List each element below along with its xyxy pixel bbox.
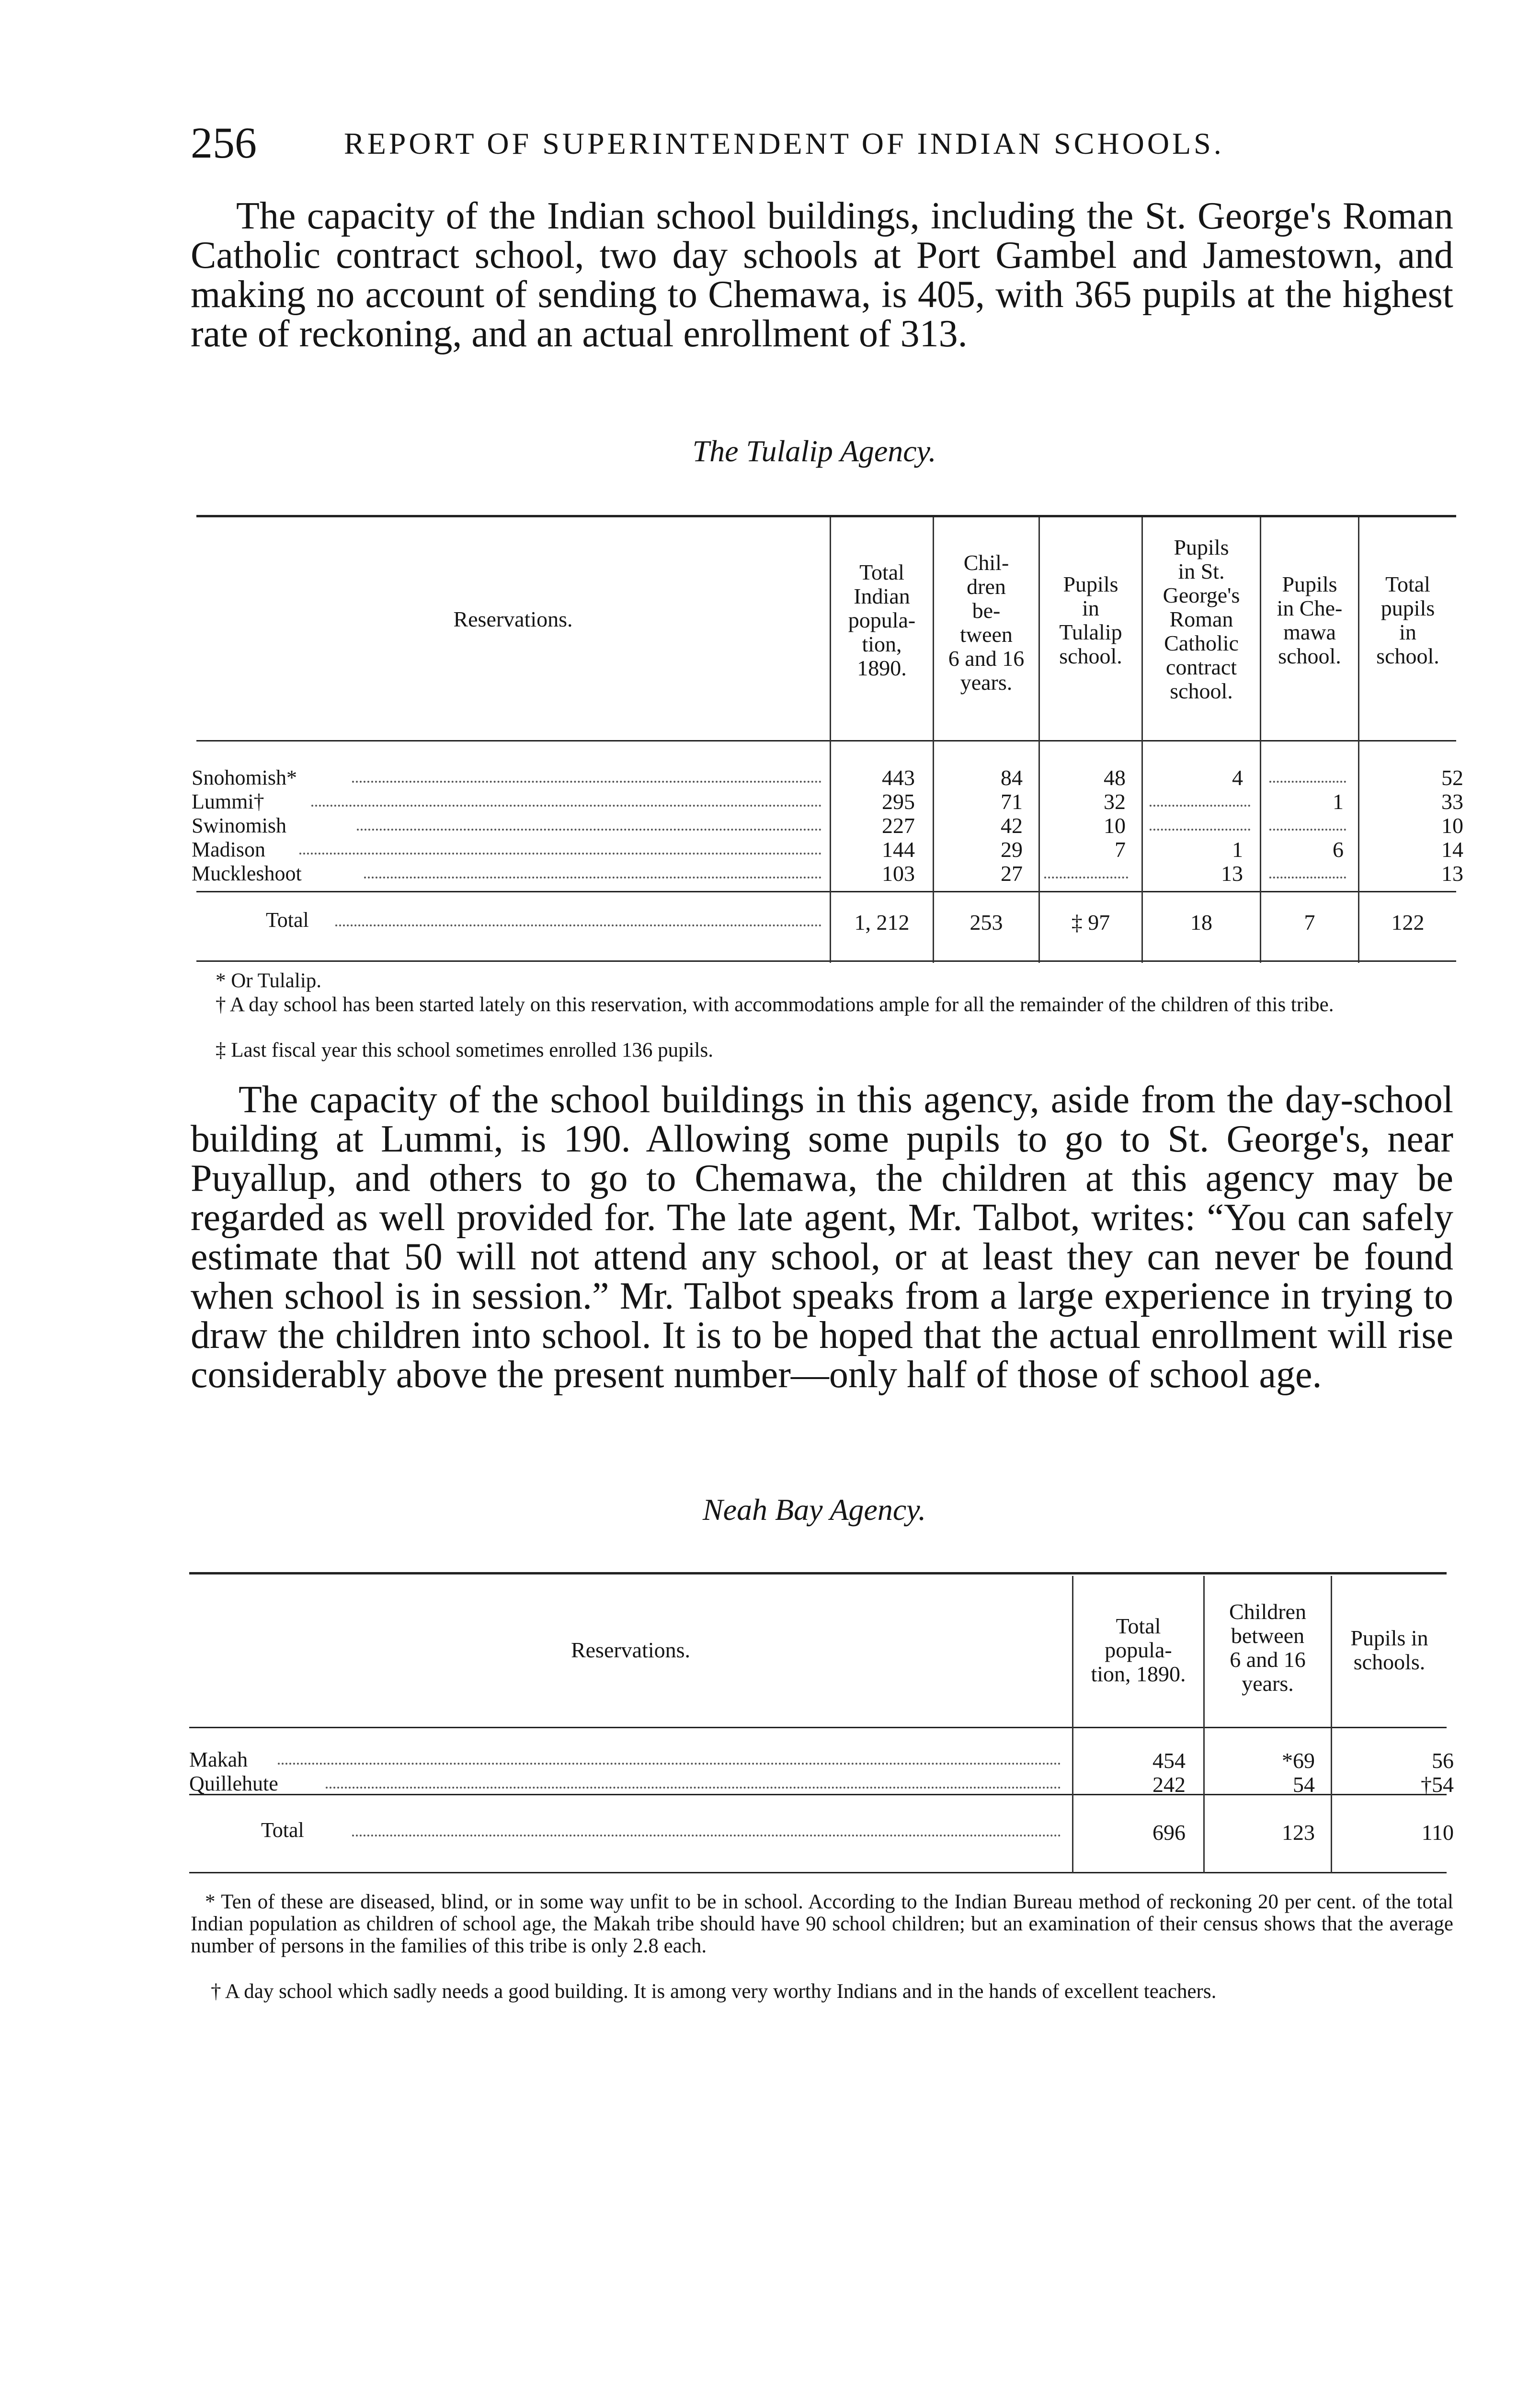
col-header-line: Reservations. [453,607,573,631]
cell-st-georges: 13 [1221,861,1243,886]
col-header-line: 6 and 16 [1230,1647,1306,1672]
cell-population: 144 [882,837,915,862]
cell-children: 54 [1293,1772,1315,1797]
col-header-line: in [1399,620,1416,644]
cell-total: 13 [1441,861,1463,886]
empty-cell-dots [1150,805,1250,807]
intro-paragraph: The capacity of the Indian school buildings, including the St. George's Roman Catholic contract school, two day schools at Port Gambel and Jamestown, and making no account of sending to Chemawa, is 405, with 365 pupils at the highest rate of reckoning, and an actual enrollment of 313. [191,195,1453,355]
empty-cell-dots [1150,829,1250,831]
cell-children: 71 [1001,789,1023,814]
row-label: Snohomish* [192,766,297,789]
cell-population: 443 [882,765,915,790]
cell-children: 27 [1001,861,1023,886]
footnote: † A day school has been started lately on this reservation, with accommodations ample for all the remainder of the children of this tribe. [216,993,1334,1016]
row-label: Makah [189,1748,248,1771]
table-top-rule [196,515,1456,517]
col-header-line: George's [1163,583,1240,607]
col-header-line: in St. [1178,559,1225,583]
col-header-line: schools. [1353,1650,1426,1674]
col-header-line: school. [1059,644,1122,668]
page-number: 256 [191,118,257,167]
cell-st-georges: 4 [1232,765,1243,790]
col-header-line: Total [1385,572,1430,596]
cell-children: 253 [970,910,1003,935]
table-top-rule [189,1572,1447,1574]
col-header-line: popula- [1105,1638,1172,1662]
col-header-line: Tulalip [1059,620,1122,644]
row-label: Madison [192,838,265,861]
col-header-line: Pupils in [1350,1626,1428,1650]
col-header-reservations [189,1638,1072,1662]
cell-children: 123 [1282,1820,1315,1845]
table-bottom-rule [196,960,1456,962]
cell-tulalip: ‡ 97 [1071,910,1110,935]
running-title: REPORT OF SUPERINTENDENT OF INDIAN SCHOOLS. [344,126,1224,160]
cell-population: 1, 212 [854,910,910,935]
cell-children: 42 [1001,813,1023,838]
page-header [191,117,1460,170]
col-header-line: tion, 1890. [1091,1662,1186,1686]
row-label: Total [261,1818,304,1842]
col-header-line: Pupils [1063,572,1118,596]
col-header-line: tween [960,622,1013,647]
footnote: * Or Tulalip. [216,969,322,992]
dot-leader [364,877,821,878]
col-header-line: school. [1376,644,1439,668]
cell-st-georges: 18 [1190,910,1212,935]
cell-population: 454 [1152,1748,1186,1773]
cell-tulalip: 10 [1104,813,1126,838]
row-label: Total [266,908,309,932]
cell-total: 122 [1391,910,1425,935]
col-header-line: 1890. [857,656,907,680]
cell-chemawa: 7 [1304,910,1315,935]
dot-leader [335,924,821,926]
cell-st-georges: 1 [1232,837,1243,862]
header-bottom-rule [196,740,1456,741]
cell-children: *69 [1282,1748,1315,1773]
cell-children: 84 [1001,765,1023,790]
col-header-population [1073,1614,1203,1686]
col-header-line: school. [1278,644,1341,668]
footnote: † A day school which sadly needs a good building. It is among very worthy Indians and in the hands of excellent teachers. [211,1980,1217,2003]
cell-population: 295 [882,789,915,814]
col-header-tulalip-pupils [1040,572,1141,668]
empty-cell-dots [1269,877,1346,878]
col-header-line: tion, [862,632,902,656]
col-header-line: in [1082,596,1099,620]
row-label: Quillehute [189,1772,278,1795]
col-header-line: mawa [1283,620,1336,644]
table-bottom-rule [189,1872,1447,1873]
cell-total: 33 [1441,789,1463,814]
dot-leader [352,1835,1061,1836]
footnote: ‡ Last fiscal year this school sometimes enrolled 136 pupils. [216,1039,713,1061]
cell-pupils: 56 [1432,1748,1454,1773]
col-header-line: Catholic [1164,631,1239,655]
col-header-line: be- [972,598,1001,623]
dot-leader [278,1763,1061,1765]
cell-total: 52 [1441,765,1463,790]
col-header-reservations [196,607,830,631]
col-header-line: Pupils [1282,572,1337,596]
dot-leader [357,829,821,831]
cell-total: 14 [1441,837,1463,862]
col-header-line: 6 and 16 [948,646,1025,671]
col-header-line: Roman [1169,607,1233,631]
col-header-children [934,551,1038,695]
row-label: Lummi† [192,790,264,813]
cell-chemawa: 1 [1333,789,1344,814]
neah-bay-agency-title: Neah Bay Agency. [702,1493,926,1527]
cell-pupils: †54 [1421,1772,1454,1797]
col-header-line: dren [967,574,1006,599]
row-label: Muckleshoot [192,862,302,885]
col-header-line: Total [1116,1614,1161,1638]
cell-chemawa: 6 [1333,837,1344,862]
body-bottom-rule [196,891,1456,892]
cell-tulalip: 7 [1115,837,1126,862]
empty-cell-dots [1269,781,1346,783]
cell-children: 29 [1001,837,1023,862]
col-header-line: Reservations. [570,1638,691,1662]
cell-population: 227 [882,813,915,838]
column-divider [1331,1576,1332,1873]
dot-leader [299,853,821,855]
col-header-population [831,560,933,680]
col-header-st-georges [1143,536,1260,703]
col-header-line: contract [1165,655,1237,679]
col-header-pupils [1332,1626,1447,1674]
col-header-line: between [1231,1623,1305,1648]
row-label: Swinomish [192,814,287,837]
cell-tulalip: 32 [1104,789,1126,814]
footnote: * Ten of these are diseased, blind, or in some way unfit to be in school. According to the Indian Bureau method of reckoning 20 per cent. of the total Indian population as children of school age, the Makah tribe should have 90 school children; but an examination of their census shows that the average number of persons in the families of this tribe is only 2.8 each. [191,1891,1453,1957]
col-header-line: Chil- [963,550,1009,575]
col-header-line: Total [859,560,904,584]
dot-leader [352,781,821,783]
col-header-line: Indian [854,584,910,608]
tulalip-agency-title: The Tulalip Agency. [692,434,936,468]
col-header-line: Pupils [1174,535,1229,559]
col-header-line: years. [1242,1671,1294,1696]
col-header-total-pupils [1359,572,1456,668]
col-header-line: pupils [1380,596,1435,620]
dot-leader [311,805,821,807]
cell-total: 10 [1441,813,1463,838]
col-header-chemawa [1261,572,1358,668]
header-bottom-rule [189,1727,1447,1728]
col-header-line: in Che- [1277,596,1343,620]
col-header-line: school. [1170,679,1233,703]
cell-pupils: 110 [1421,1820,1454,1845]
tulalip-paragraph: The capacity of the school buildings in this agency, aside from the day-school building at Lummi, is 190. Allowing some pupils to go to St. George's, near Puyallup, and others to go to Chemawa, the children at this agency may be regarded as well provided for. The late agent, Mr. Talbot, writes: “You can safely estimate that 50 will not attend any school, or at least they can never be found when school is in session.” Mr. Talbot speaks from a large experience in trying to draw the children into school. It is to be hoped that the actual enrollment will rise considerably above the present number—only half of those of school age. [191,1079,1453,1396]
col-header-children [1205,1600,1331,1696]
cell-population: 696 [1152,1820,1186,1845]
empty-cell-dots [1269,829,1346,831]
col-header-line: popula- [848,608,916,632]
col-header-line: Children [1229,1599,1306,1624]
cell-tulalip: 48 [1104,765,1126,790]
cell-population: 242 [1152,1772,1186,1797]
dot-leader [326,1787,1061,1789]
cell-population: 103 [882,861,915,886]
col-header-line: years. [960,670,1013,695]
empty-cell-dots [1044,877,1128,878]
